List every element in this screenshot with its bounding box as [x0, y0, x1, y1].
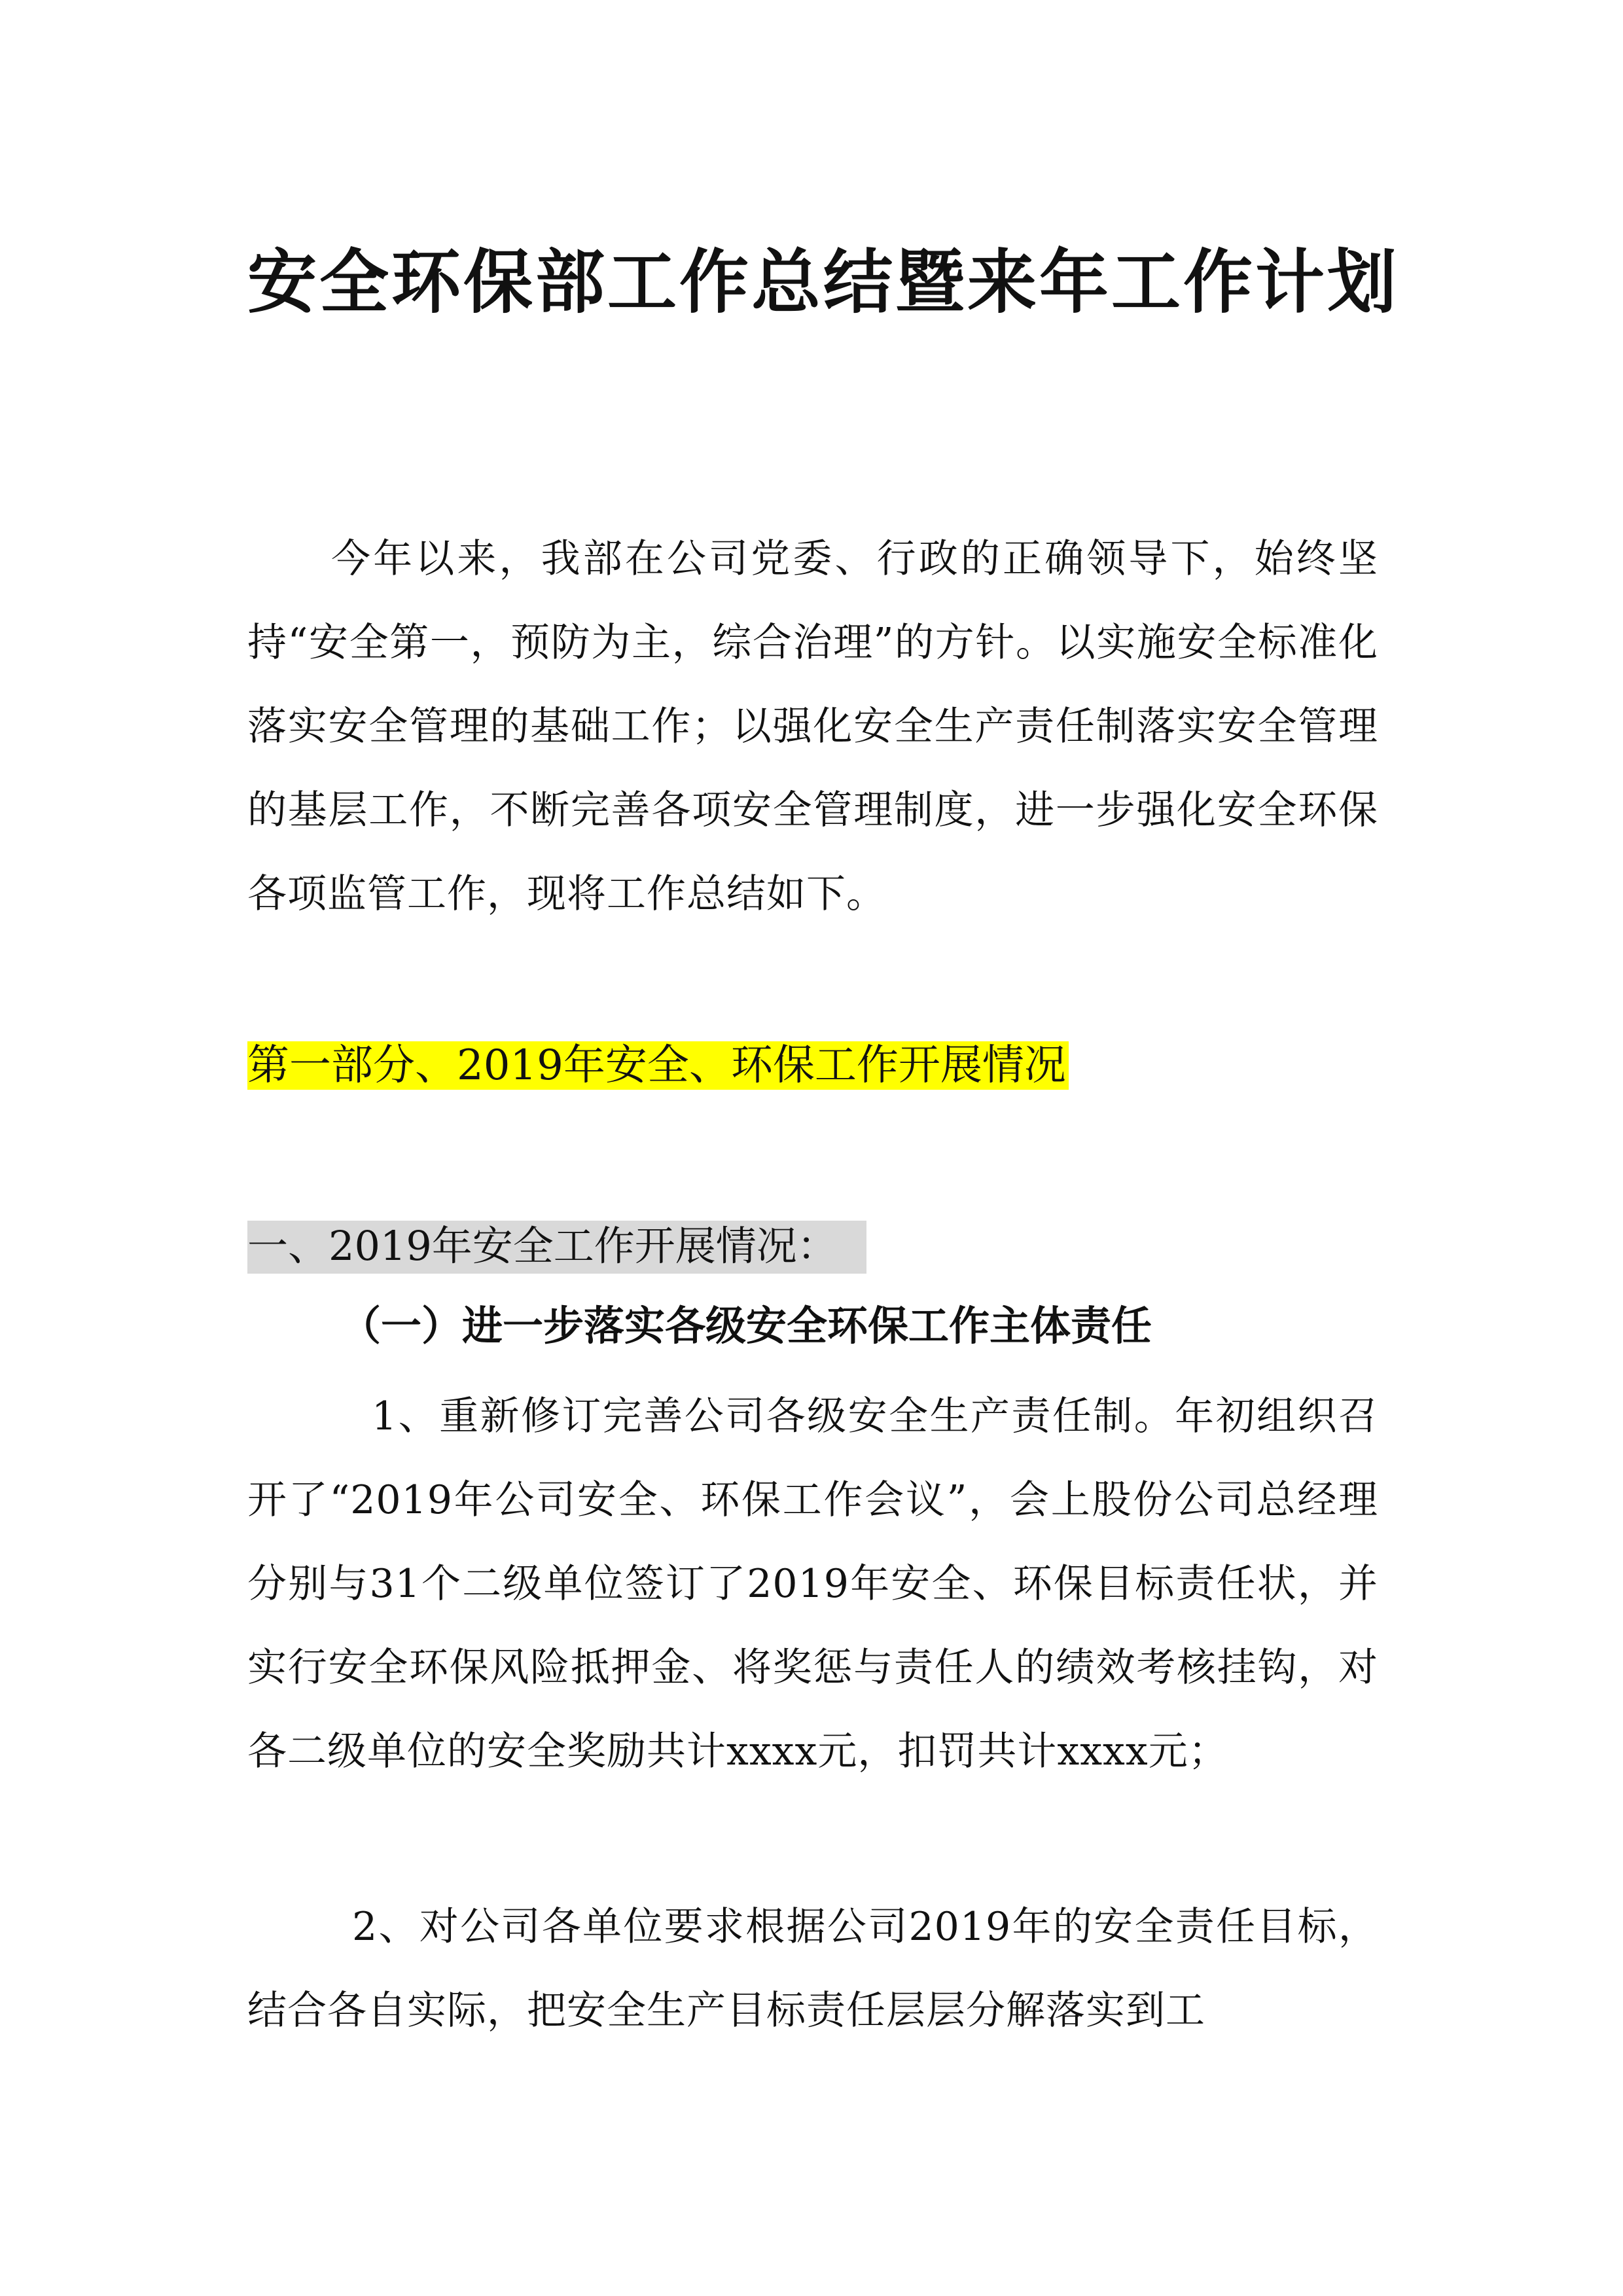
- list-item-1: 1、重新修订完善公司各级安全生产责任制。年初组织召开了“2019年公司安全、环保工作会议”，会上股份公司总经理分别与31个二级单位签订了2019年安全、环保目标责任状，并实行安全环保风险抵押金、将奖惩与责任人的绩效考核挂钩，对各二级单位的安全奖励共计xxxx元，扣罚共计xxxx元；: [247, 1393, 1378, 1774]
- part-heading-text: 第一部分、2019年安全、环保工作开展情况: [247, 1041, 1069, 1090]
- section-heading-text: 一、2019年安全工作开展情况：: [247, 1221, 866, 1274]
- document-title: 安全环保部工作总结暨来年工作计划: [247, 242, 1399, 323]
- section-heading: [247, 1217, 866, 1275]
- part-heading: [247, 1034, 1069, 1097]
- sub-heading: （一）进一步落实各级安全环保工作主体责任: [340, 1302, 1152, 1350]
- list-item-2: 2、对公司各单位要求根据公司2019年的安全责任目标，结合各自实际，把安全生产目标责任层层分解落实到工: [247, 1904, 1378, 2034]
- intro-paragraph: 今年以来，我部在公司党委、行政的正确领导下，始终坚持“安全第一，预防为主，综合治理”的方针。以实施安全标准化落实安全管理的基础工作；以强化安全生产责任制落实安全管理的基层工作，不断完善各项安全管理制度，进一步强化安全环保各项监管工作，现将工作总结如下。: [247, 536, 1378, 917]
